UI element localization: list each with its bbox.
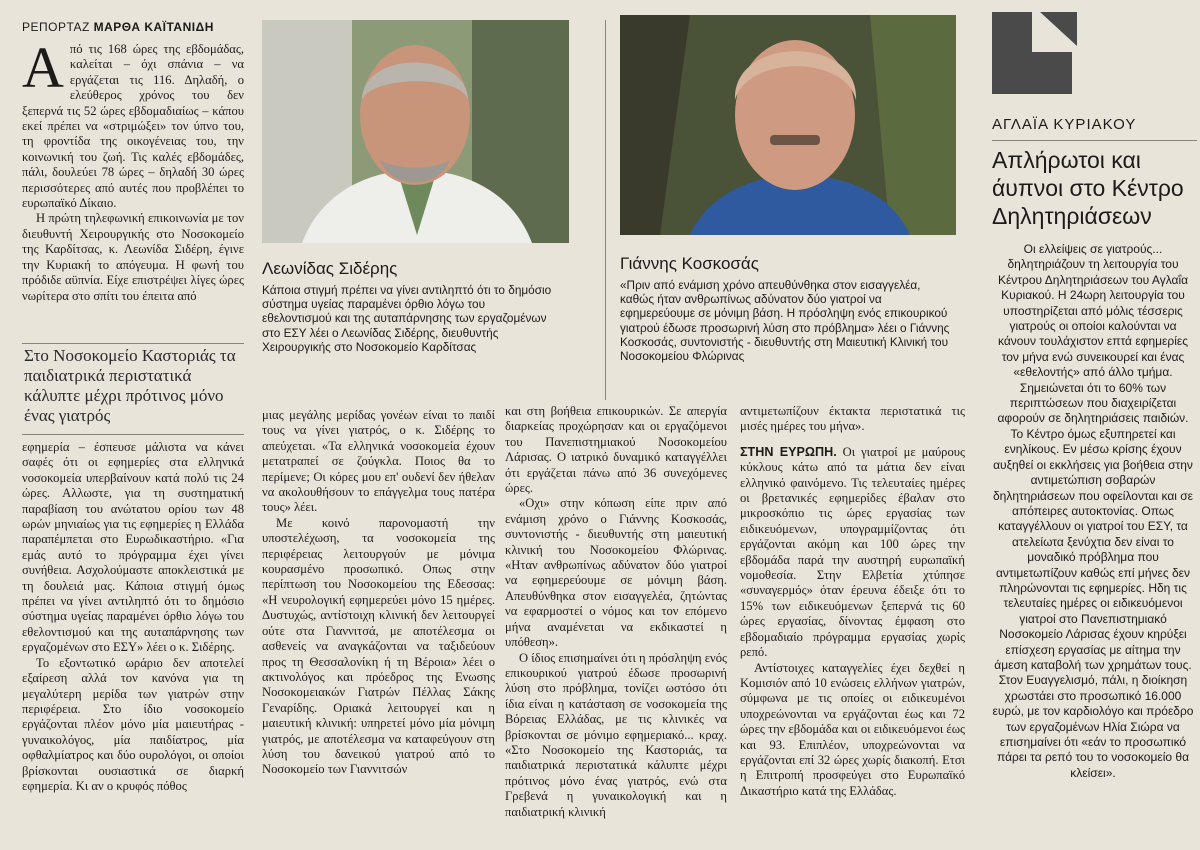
col3-paragraph-3: Ο ίδιος επισημαίνει ότι η πρόσληψη ενός επικουρικού γιατρού έδωσε προσωρινή λύση στο πρόβλημα, τονίζει ωστόσο ότι ίδια είναι η κατάσταση σε νοσοκομεία της Βόρειας Ελλάδας, με τις κλινικές να βρίσκονται σε μόνιμο εφημεριακό... κραχ. «Στο Νοσοκομείο της Καστοριάς, τα παιδιατρικά περιστατικά κάλυπτε μέχρι πρότινος μόνο ένας γιατρός, ενώ στα Γρεβενά η γυναικολογική και η παιδιατρική κλινική: [505, 650, 727, 819]
col4-paragraph-1: αντιμετωπίζουν έκτακτα περιστατικά τις μισές ημέρες του μήνα».: [740, 404, 965, 434]
sidebar-text: Οι ελλείψεις σε γιατρούς... δηλητηριάζουν τη λειτουργία του Κέντρου Δηλητηριάσεων του Αγλαΐα Κυριακού. Η 24ωρη λειτουργία του υποστηρίζεται από μόλις τέσσερις γιατρούς οι οποίοι καλούνται να κάνουν τουλάχιστον επτά εφημερίες τον μήνα ενώ συνεικουρεί και ένας «εθελοντής» από άλλο τμήμα. Σημειώνεται ότι το 60% των περιπτώσεων που διαχειρίζεται αφορούν σε δηλητηριάσεις παιδιών. Το Κέντρο όμως εξυπηρετεί και ενηλίκους. Εν μέσω κρίσης έχουν αυξηθεί οι εκκλήσεις για βοήθεια στην αντιμετώπιση σοβαρών δηλητηριάσεων που οφείλονται και σε απόπειρες αυτοκτονίας. Οπως καταγγέλλουν οι γιατροί του ΕΣΥ, τα ατελείωτα ξενύχτια δεν είναι το μοναδικό πρόβλημα που αντιμετωπίζουν καθώς επί μήνες δεν πληρώνονται τις εφημερίες. Ηδη τις τελευταίες ημέρες οι ειδικευόμενοι γιατροί στο Πανεπιστημιακό Νοσοκομείο Λάρισας έχουν κηρύξει επίσχεση εργασίας με αίτημα την άμεση καταβολή των χρημάτων τους. Στον Ευαγγελισμό, πάλι, η διοίκηση χρωστάει στο προσωπικό 16.000 ευρώ, με τον καρδιολόγο και πρόεδρο των εργαζομένων Ηλία Σιώρα να επισημαίνει ότι «εάν το προσωπικό πάρει τα ρεπό του το νοσοκομείο θα κλείσει».: [992, 242, 1194, 780]
byline-author: ΜΑΡΘΑ ΚΑΪΤΑΝΙΔΗ: [93, 20, 214, 34]
column-3: [505, 404, 727, 820]
col1-paragraph-1: εφημερία – έσπευσε μάλιστα να κάνει σαφές ότι οι εφημερίες στα ελληνικά νοσοκομεία υπερβαίνουν κατά πολύ τις 24 ώρες. Αλλωστε, για τη συστηματική παραβίαση του ανώτατου ορίου των 48 ωρών μηνιαίως για τις εφημερίες η Ελλάδα παραπέμπεται στο Ευρωδικαστήριο. «Για εμάς αυτό το πρόγραμμα έχει γίνει συνήθεια. Ασχολούμαστε αποκλειστικά με τη δουλειά μας. Κάποια στιγμή όμως πρέπει να γίνει αντιληπτό ότι το δημόσιο σύστημα υγείας παραμένει όρθιο λόγω του εθελοντισμού και της αυταπάρνησης των εργαζομένων στο ΕΣΥ» λέει ο κ. Σιδέρης.: [22, 440, 244, 655]
portrait-sideris: [262, 20, 569, 243]
photo1-name: Λεωνίδας Σιδέρης: [262, 259, 398, 278]
lead-paragraph: [22, 35, 244, 211]
portrait-koskosas: [620, 15, 956, 235]
photo1-caption: Κάποια στιγμή πρέπει να γίνει αντιληπτό ότι το δημόσιο σύστημα υγείας παραμένει όρθιο λόγω του εθελοντισμού και της αυταπάρνησης των εργαζομένων στο ΕΣΥ λέει ο Λεωνίδας Σιδέρης, διευθυντής Χειρουργικής στο Νοσοκομείο Καρδίτσας: [262, 283, 552, 354]
column-4: [740, 404, 965, 799]
lead-column: [22, 35, 244, 304]
col2-paragraph-1: μιας μεγάλης μερίδας γονέων είναι το παιδί τους να γίνει γιατρός, ο κ. Σιδέρης το απεύχεται. «Τα ελληνικά νοσοκομεία έχουν μετατραπεί σε ζούγκλα. Ποιος θα το περίμενε; Οι κόρες μου επ' ουδενί δεν ήθελαν να ακολουθήσουν το επάγγελμα τους πατέρα τους» λέει.: [262, 408, 495, 515]
section-logo: [992, 12, 1077, 94]
photo2-name: Γιάννης Κοσκοσάς: [620, 254, 759, 273]
col4-paragraph-2: [740, 445, 965, 661]
drop-cap: Α: [22, 35, 64, 100]
column-1-lower: [22, 440, 244, 794]
col3-paragraph-1: και στη βοήθεια επικουρικών. Σε απεργία διαρκείας προχώρησαν και οι εργαζόμενοι του Πανεπιστημιακού Νοσοκομείου Λάρισας. Ο ιατρικό δυναμικό καταγγέλλει ότι εργάζεται πάνω από 36 συνεχόμενες ώρες.: [505, 404, 727, 496]
byline: [22, 20, 214, 34]
sidebar-author: ΑΓΛΑΪΑ ΚΥΡΙΑΚΟΥ: [992, 116, 1137, 133]
col3-paragraph-2: «Οχι» στην κόπωση είπε πριν από ενάμιση χρόνο ο Γιάννης Κοσκοσάς, συντονιστής - διευθυντής στη μαιευτική κλινική του Νοσοκομείου Φλώρινας. «Ηταν ανθρωπίνως αδύνατον δύο γιατροί να εφημερεύουμε σε μόνιμη βάση. Απευθύνθηκα στον εισαγγελέα, ζητώντας να εφαρμοστεί ο νόμος και τον επόμενο μήνα αναμένεται να εκδικαστεί η υπόθεση».: [505, 496, 727, 650]
subhead-rule-top: [22, 343, 244, 344]
lead-paragraph-2: Η πρώτη τηλεφωνική επικοινωνία με τον διευθυντή Χειρουργικής στο Νοσοκομείο της Καρδίτσας, κ. Λεωνίδα Σιδέρη, έγινε την Κυριακή το απόγευμα. Η φωνή του πρόδιδε αϋπνία. Είχε επιστρέψει λίγες ώρες νωρίτερα στο σπίτι του έπειτα από: [22, 211, 244, 303]
photo-koskosas: [620, 15, 956, 235]
photo-sideris: [262, 20, 569, 243]
sidebar-title: Απλήρωτοι και άυπνοι στο Κέντρο Δηλητηριάσεων: [992, 147, 1184, 229]
subhead-rule-bottom: [22, 434, 244, 435]
subhead: Στο Νοσοκομείο Καστοριάς τα παιδιατρικά περιστατικά κάλυπτε μέχρι πρότινος μόνο ένας γιατρός: [24, 346, 236, 425]
column-2: [262, 408, 495, 778]
arrow-logo-icon: [992, 12, 1077, 94]
divider: [605, 20, 606, 400]
lead-text: πό τις 168 ώρες της εβδομάδας, καλείται – όχι σπάνια – να εργάζεται τις 116. Δηλαδή, ο ελεύθερος χρόνος του δεν ξεπερνά τις 52 ώρες εβδομαδιαίως – κάπου εκεί πρέπει να «στριμώξει» τον ύπνο του, τη φροντίδα της οικογένειας του, την κοινωνική του ζωή. Τις καλές εβδομάδες, πάλι, δουλεύει 78 ώρες – δηλαδή 30 ώρες περισσότερες από αυτές που προβλέπει το ευρωπαϊκό Δίκαιο.: [22, 42, 244, 211]
sidebar-rule: [992, 140, 1197, 141]
col4-paragraph-3: Αντίστοιχες καταγγελίες έχει δεχθεί η Κομισιόν από 10 ενώσεις ελλήνων γιατρών, σύμφωνα με τις οποίες οι ειδικευμένοι υποχρεώνονται να εργάζονται έως και 72 ώρες την εβδομάδα και οι ειδικευόμενοι έως και 93. Επιπλέον, υποχρεώνονται να εργάζονται επί 32 ώρες χωρίς διακοπή. Ετσι η Επιτροπή προσφεύγει στο Ευρωπαϊκό Δικαστήριο κατά της Ελλάδας.: [740, 660, 965, 798]
col1-paragraph-2: Το εξοντωτικό ωράριο δεν αποτελεί εξαίρεση αλλά τον κανόνα για τη μεγαλύτερη μερίδα των γιατρών στην περιφέρεια. Στο ίδιο νοσοκομείο εργάζονται πλέον μόνο μία μαιευτήρας - γυναικολόγος, μία παιδίατρος, μία οφθαλμίατρος και δύο ουρολόγοι, οι οποίοι βρίσκονται ουσιαστικά σε διαρκή εφημερία. Κι αν ο κρυφός πόθος: [22, 655, 244, 793]
col4-lead-in: ΣΤΗΝ ΕΥΡΩΠΗ.: [740, 444, 837, 459]
byline-prefix: ΡΕΠΟΡΤΑΖ: [22, 20, 90, 34]
col2-paragraph-2: Με κοινό παρονομαστή την υποστελέχωση, τα νοσοκομεία της περιφέρειας λειτουργούν με μόνιμα κουρασμένο προσωπικό. Οπως στην περίπτωση του Νοσοκομείου της Εδεσσας: «Η νευρολογική εφημερεύει μόνο 15 ημέρες. Δυστυχώς, αντίστοιχη κλινική δεν λειτουργεί ούτε στα Γιαννιτσά, με αποτέλεσμα οι ασθενείς να αναγκάζονται να ταξιδεύουν προς τη Θεσσαλονίκη ή τη Βέροια» λέει ο ακτινολόγος και πρόεδρος της Ενωσης Νοσοκομειακών Γιατρών Πέλλας Σάκης Γεναρίδης. Οριακά λειτουργεί και η μαιευτική κλινική: υπηρετεί μόνο μία μόνιμη γιατρός, με αποτέλεσμα να καταφεύγουν στη λύση του δανεικού γιατρού από το Νοσοκομείο των Γιαννιτσών: [262, 515, 495, 777]
col4-paragraph-2-text: Οι γιατροί με μαύρους κύκλους κάτω από τα μάτια δεν είναι ελληνικό φαινόμενο. Τις τελευταίες ημέρες οι βρετανικές εφημερίδες έβαλαν στο μικροσκόπιο τις ώρες εργασίας των ειδικευόμενων, υπογραμμίζοντας ότι εργάζονται ακόμη και 100 ώρες την εβδομάδα παρά την αυστηρή ευρωπαϊκή νομοθεσία. Στην Ελβετία χτύπησε «συναγερμός» όταν έρευνα έδειξε ότι το 15% των ειδικευόμενων ξεπερνά τις 60 ώρες εργασίας, δίνοντας έμφαση στο εβδομαδιαίο πρόγραμμα εργασίας χωρίς ρεπό.: [740, 444, 965, 660]
photo2-caption: «Πριν από ενάμιση χρόνο απευθύνθηκα στον εισαγγελέα, καθώς ήταν ανθρωπίνως αδύνατον δύο γιατροί να εφημερεύουμε σε μόνιμη βάση. Η πρόσληψη ενός επικουρικού γιατρού έδωσε προσωρινή λύση στο πρόβλημα» λέει ο Γιάννης Κοσκοσάς, συντονιστής - διευθυντής στη Μαιευτική Κλινική του Νοσοκομείου Φλώρινας: [620, 278, 950, 364]
